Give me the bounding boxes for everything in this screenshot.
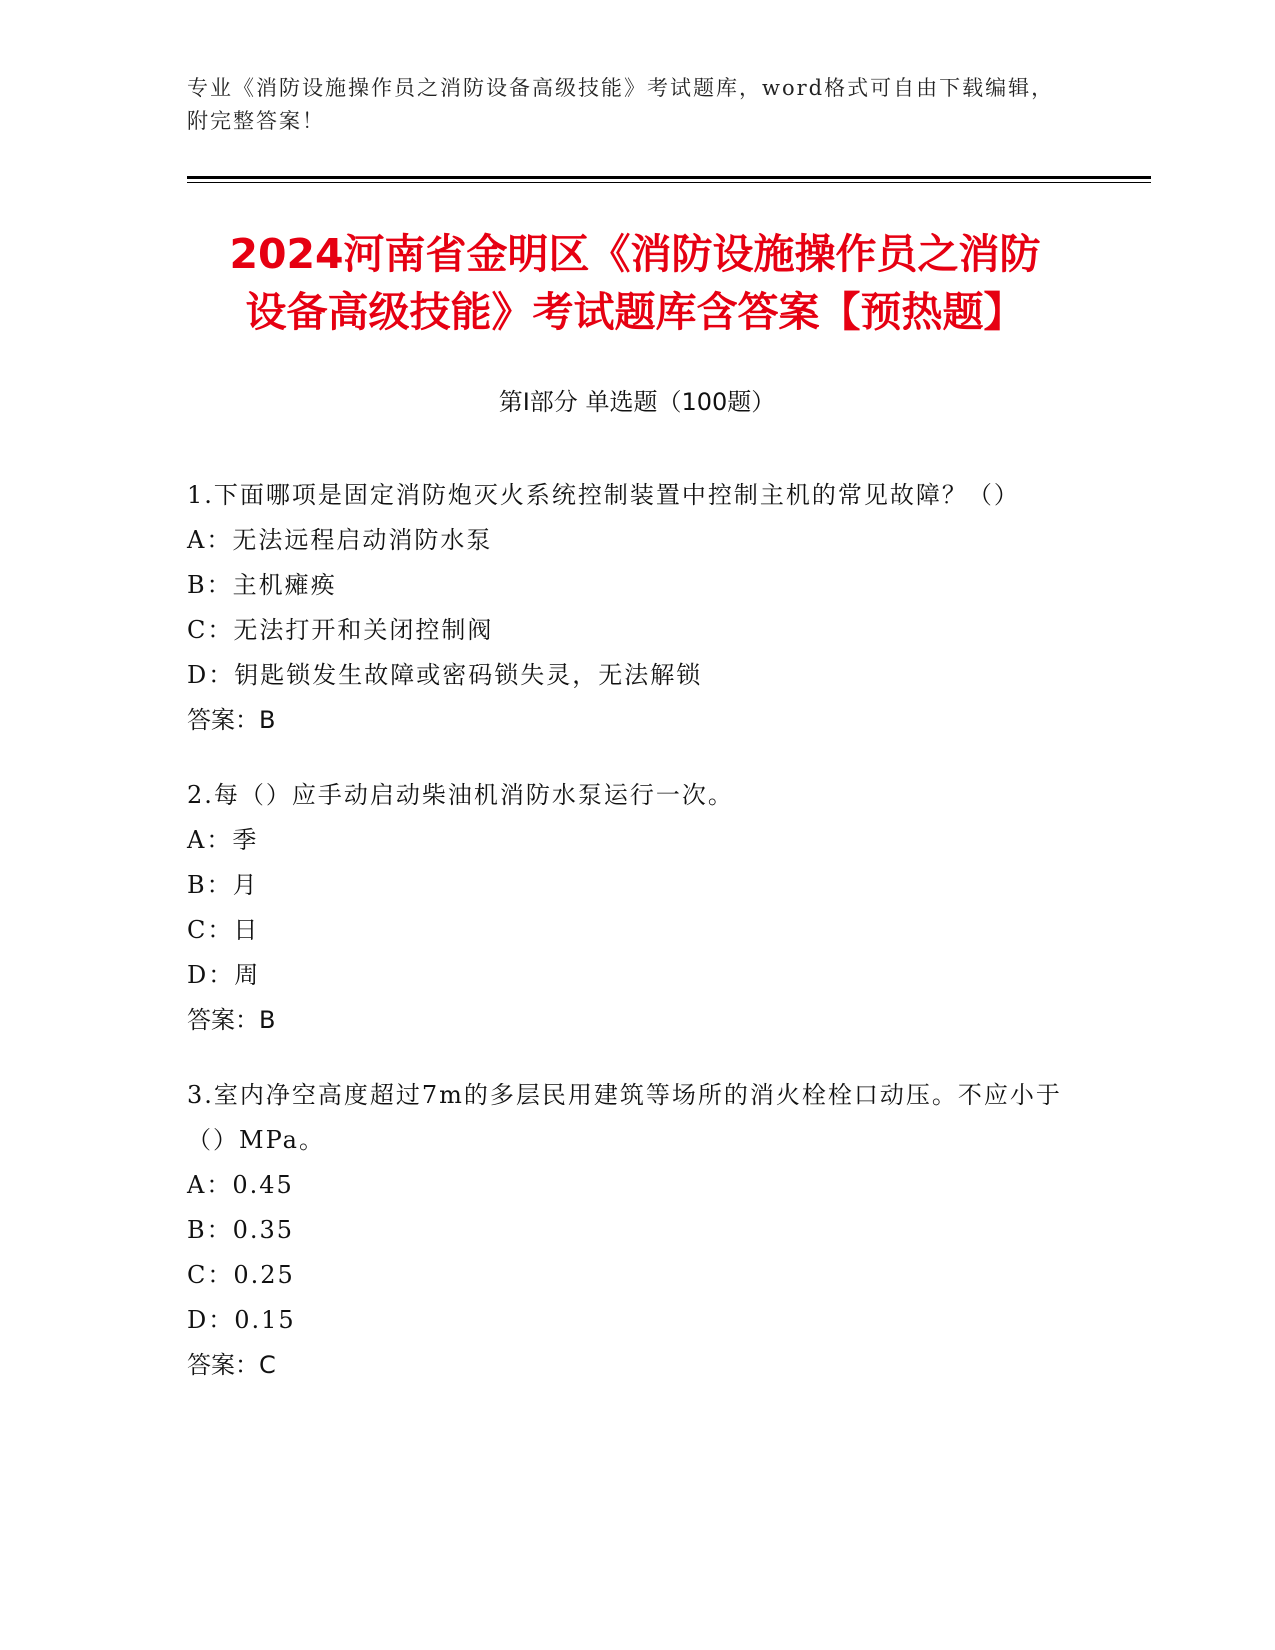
option-key: B： bbox=[187, 871, 233, 899]
option-a bbox=[187, 518, 1077, 563]
question-stem: 3.室内净空高度超过7m的多层民用建筑等场所的消火栓栓口动压。不应小于（）MPa。 bbox=[187, 1081, 1062, 1154]
option-c bbox=[187, 1253, 1077, 1298]
question-stem: 1.下面哪项是固定消防炮灭火系统控制装置中控制主机的常见故障？（） bbox=[187, 481, 1020, 509]
option-text: 主机瘫痪 bbox=[232, 571, 337, 599]
option-a bbox=[187, 1163, 1077, 1208]
option-text: 无法打开和关闭控制阀 bbox=[233, 616, 494, 644]
option-text: 0.35 bbox=[232, 1216, 295, 1244]
option-text: 0.25 bbox=[233, 1261, 295, 1289]
option-text: 0.15 bbox=[234, 1306, 296, 1334]
option-key: C： bbox=[187, 1261, 234, 1289]
answer-line: 答案：B bbox=[187, 706, 276, 734]
option-key: A： bbox=[187, 526, 233, 554]
question-stem: 2.每（）应手动启动柴油机消防水泵运行一次。 bbox=[187, 781, 734, 809]
option-text: 周 bbox=[234, 961, 261, 989]
option-text: 月 bbox=[232, 871, 259, 899]
option-key: D： bbox=[187, 661, 235, 689]
answer-line: 答案：B bbox=[187, 1006, 276, 1034]
question-list bbox=[187, 473, 1077, 1418]
question-2 bbox=[187, 773, 1077, 1043]
option-b bbox=[187, 1208, 1077, 1253]
document-title-line-1: 2024河南省金明区《消防设施操作员之消防 bbox=[229, 230, 1041, 278]
answer-line: 答案：C bbox=[187, 1351, 276, 1379]
option-text: 季 bbox=[232, 826, 259, 854]
option-text: 日 bbox=[233, 916, 260, 944]
option-d bbox=[187, 653, 1077, 698]
header-rule-thin bbox=[187, 182, 1151, 183]
question-1 bbox=[187, 473, 1077, 743]
document-title-line-2: 设备高级技能》考试题库含答案【预热题】 bbox=[245, 288, 1025, 336]
option-key: C： bbox=[187, 616, 234, 644]
option-key: A： bbox=[187, 1171, 233, 1199]
question-3 bbox=[187, 1073, 1077, 1388]
option-b bbox=[187, 863, 1077, 908]
option-a bbox=[187, 818, 1077, 863]
document-title bbox=[160, 225, 1110, 341]
option-key: B： bbox=[187, 1216, 233, 1244]
option-c bbox=[187, 908, 1077, 953]
option-b bbox=[187, 563, 1077, 608]
option-key: B： bbox=[187, 571, 233, 599]
option-key: D： bbox=[187, 1306, 235, 1334]
option-text: 0.45 bbox=[232, 1171, 294, 1199]
option-d bbox=[187, 953, 1077, 998]
option-text: 无法远程启动消防水泵 bbox=[232, 526, 493, 554]
option-text: 钥匙锁发生故障或密码锁失灵，无法解锁 bbox=[234, 661, 703, 689]
option-c bbox=[187, 608, 1077, 653]
option-key: C： bbox=[187, 916, 234, 944]
section-heading: 第Ⅰ部分 单选题（100题） bbox=[498, 388, 776, 416]
option-key: D： bbox=[187, 961, 235, 989]
option-d bbox=[187, 1298, 1077, 1343]
header-note: 专业《消防设施操作员之消防设备高级技能》考试题库，word格式可自由下载编辑，附完整答案！ bbox=[187, 76, 1055, 133]
header-rule-thick bbox=[187, 176, 1151, 179]
option-key: A： bbox=[187, 826, 233, 854]
